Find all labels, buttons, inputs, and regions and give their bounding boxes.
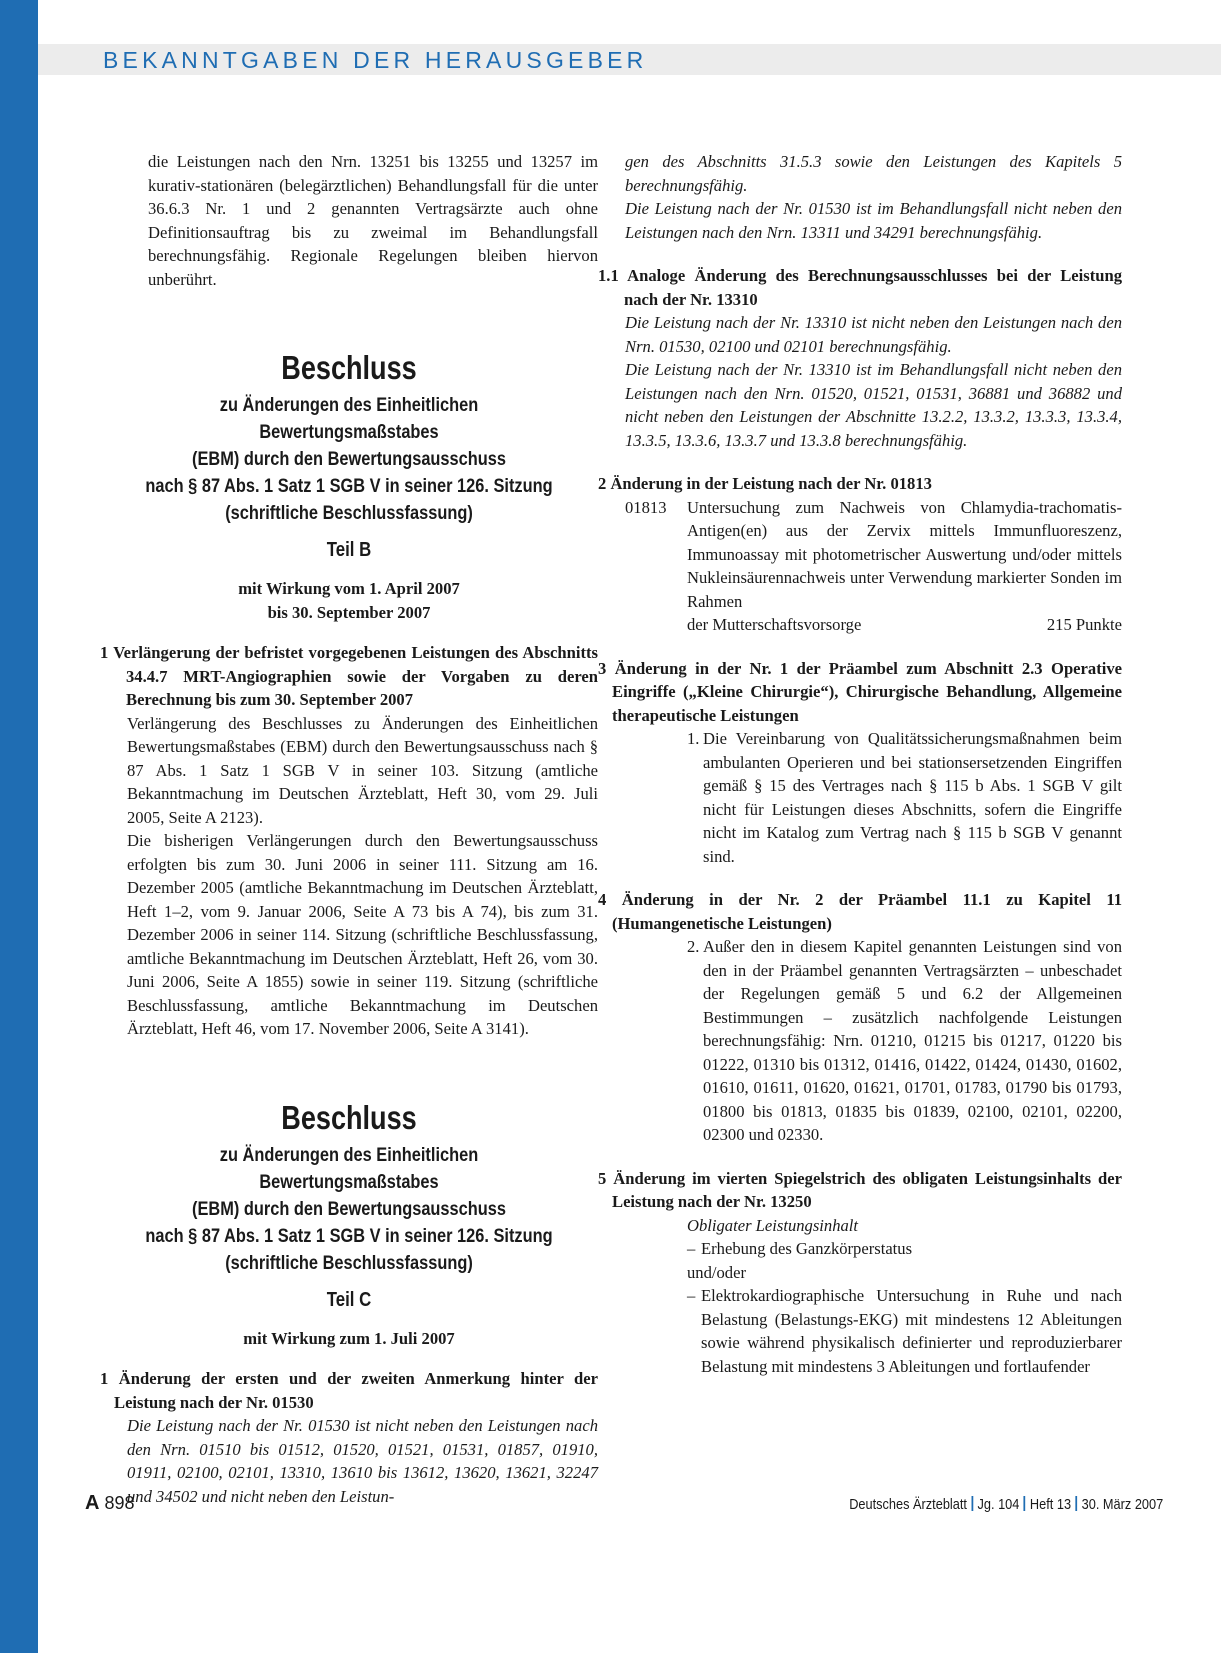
teil-label: Teil C <box>326 1288 372 1311</box>
list-item <box>625 727 1122 868</box>
journal-date: 30. März 2007 <box>1081 1497 1164 1513</box>
section-heading: 1 Änderung der ersten und der zweiten Anmerkung hinter der Leistung nach der Nr. 01530 <box>100 1369 598 1412</box>
beschluss-subtitle-line: (EBM) durch den Bewertungsausschuss <box>191 1197 507 1220</box>
beschluss-subtitle-line: nach § 87 Abs. 1 Satz 1 SGB V in seiner 126. Sitzung <box>145 1224 553 1247</box>
list-text: Die Vereinbarung von Qualitätssicherungsmaßnahmen beim ambulanten Operieren und bei stationsersetzenden Eingriffen gemäß § 15 des Vertrages nach § 115 b Abs. 1 SGB V gilt nicht für Leistungen dieses Abschnitts, sofern die Eingriffe nicht im Katalog zum Vertrag nach § 115 b SGB V genannt sind. <box>703 729 1122 866</box>
body-paragraph: Die Leistung nach der Nr. 13310 ist im Behandlungsfall nicht neben den Leistungen nach den Nrn. 01520, 01521, 01531, 36881 und 36882 und nicht neben den Leistungen der Abschnitte 13.2.2, 13.3.2, 13.3.3, 13.3.4, 13.3.5, 13.3.6, 13.3.7 und 13.3.8 berechnungsfähig. <box>625 360 1122 450</box>
page-prefix: A <box>85 1492 100 1514</box>
body-paragraph: Die bisherigen Verlängerungen durch den Bewertungsausschuss erfolgten bis zum 30. Juni 2006 in seiner 111. Sitzung am 16. Dezember 2005 (amtliche Bekanntmachung im Deutschen Ärzteblatt, Heft 1–2, vom 9. Januar 2006, Seite A 73 bis A 74), bis zum 31. Dezember 2006 in seiner 114. Sitzung (schriftliche Beschlussfassung, amtliche Bekanntmachung im Deutschen Ärzteblatt, Heft 26, vom 30. Juni 2006, Seite A 1855) sowie in seiner 119. Sitzung (schriftliche Beschlussfassung, amtliche Bekanntmachung im Deutschen Ärzteblatt, Heft 46, vom 17. November 2006, Seite A 3141). <box>127 831 598 1038</box>
journal-name: Deutsches Ärzteblatt <box>849 1497 967 1513</box>
beschluss-subtitle-line: (schriftliche Beschlussfassung) <box>225 1251 473 1274</box>
section-heading: 4 Änderung in der Nr. 2 der Präambel 11.1 zu Kapitel 11 (Humangenetische Leistungen) <box>598 890 1122 933</box>
effective-date: bis 30. September 2007 <box>267 602 431 622</box>
leistung-entry <box>625 496 1122 637</box>
dash-item <box>625 1237 1122 1261</box>
body-paragraph: Die Leistung nach der Nr. 01530 ist nicht neben den Leistungen nach den Nrn. 01510 bis 01512, 01520, 01521, 01531, 01857, 01910, 01911, 02100, 02101, 13310, 13610 bis 13612, 13620, 13621, 32247 und 34502 und nicht neben den Leistun- <box>127 1416 598 1506</box>
section-heading: 1.1 Analoge Änderung des Berechnungsausschlusses bei der Leistung nach der Nr. 13310 <box>598 266 1122 309</box>
list-number: 2. <box>687 937 700 956</box>
beschluss-subtitle-line: zu Änderungen des Einheitlichen Bewertungsmaßstabes <box>219 1143 479 1193</box>
list-item <box>625 935 1122 1147</box>
dash-item <box>625 1284 1122 1378</box>
obligater-leistungsinhalt-label: Obligater Leistungsinhalt <box>687 1215 859 1235</box>
dash-text: Erhebung des Ganzkörperstatus <box>701 1239 913 1258</box>
beschluss-title: Beschluss <box>281 349 417 386</box>
list-text: Außer den in diesem Kapitel genannten Leistungen sind von den in der Präambel genannten Vertragsärzten – unbeschadet der Regelungen gemäß 5 und 6.2 der Allgemeinen Bestimmungen – zusätzlich nachfolgende Leistungen berechnungsfähig: Nrn. 01210, 01215 bis 01217, 01220 bis 01222, 01310 bis 01312, 01416, 01422, 01424, 01430, 01602, 01610, 01611, 01620, 01621, 01701, 01783, 01790 bis 01793, 01800 bis 01813, 01835 bis 01839, 02100, 02101, 02200, 02300 und 02330. <box>703 937 1122 1144</box>
leistung-number: 01813 <box>625 497 667 517</box>
section-title: BEKANNTGABEN DER HERAUSGEBER <box>103 47 648 73</box>
beschluss-subtitle-line: nach § 87 Abs. 1 Satz 1 SGB V in seiner 126. Sitzung <box>145 475 553 497</box>
leistung-description-end: der Mutterschaftsvorsorge <box>687 615 862 634</box>
section-heading: 1 Verlängerung der befristet vorgegebenen Leistungen des Abschnitts 34.4.7 MRT-Angiographien sowie der Vorgaben zu deren Berechnung bis zum 30. September 2007 <box>100 643 598 709</box>
section-heading: 5 Änderung im vierten Spiegelstrich des obligaten Leistungsinhalts der Leistung nach der Nr. 13250 <box>598 1168 1122 1211</box>
separator <box>1075 1496 1077 1511</box>
intro-paragraph: die Leistungen nach den Nrn. 13251 bis 13255 und 13257 im kurativ-stationären (belegärztlichen) Behandlungsfall für die unter 36.6.3 Nr. 1 und 2 genannten Vertragsärzte auch ohne Definitionsauftrag bis zu zweimal im Behandlungsfall berechnungsfähig. Regionale Regelungen bleiben hiervon unberührt. <box>148 152 598 289</box>
effective-date: mit Wirkung vom 1. April 2007 <box>238 579 460 598</box>
effective-date: mit Wirkung zum 1. Juli 2007 <box>243 1328 455 1348</box>
left-column <box>100 150 598 1508</box>
beschluss-title: Beschluss <box>281 1098 417 1136</box>
body-paragraph: Die Leistung nach der Nr. 13310 ist nicht neben den Leistungen nach den Nrn. 01530, 02100 und 02101 berechnungsfähig. <box>625 313 1122 356</box>
beschluss-subtitle-line: (EBM) durch den Bewertungsausschuss <box>191 448 507 470</box>
dash-marker: – <box>687 1286 696 1305</box>
teil-label: Teil B <box>326 539 372 561</box>
leistung-description: Untersuchung zum Nachweis von Chlamydia-trachomatis-Antigen(en) aus der Zervix mittels Immunfluoreszenz, Immunoassay mit photometrischer Auswertung und/oder mittels Nukleinsäurennachweis unter Verwendung markierter Sonden im Rahmen <box>687 497 1122 611</box>
separator <box>1024 1496 1026 1511</box>
right-column <box>598 150 1122 1378</box>
section-heading: 3 Änderung in der Nr. 1 der Präambel zum Abschnitt 2.3 Operative Eingriffe („Kleine Chirurgie“), Chirurgische Behandlung, Allgemeine therapeutische Leistungen <box>598 658 1122 725</box>
conjunction: und/oder <box>687 1262 746 1282</box>
journal-issue: Heft 13 <box>1029 1497 1072 1513</box>
beschluss-subtitle-line: zu Änderungen des Einheitlichen Bewertungsmaßstabes <box>219 394 479 443</box>
body-paragraph: Die Leistung nach der Nr. 01530 ist im Behandlungsfall nicht neben den Leistungen nach den Nrn. 13311 und 34291 berechnungsfähig. <box>625 199 1122 242</box>
dash-text: Elektrokardiographische Untersuchung in Ruhe und nach Belastung (Belastungs-EKG) mit mindestens 12 Ableitungen sowie während physikalisch definierter und reproduzierbarer Belastung mit mindestens 3 Ableitungen und fortlaufender <box>701 1286 1122 1376</box>
body-paragraph: Verlängerung des Beschlusses zu Änderungen des Einheitlichen Bewertungsmaßstabes (EBM) durch den Bewertungsausschuss nach § 87 Abs. 1 Satz 1 SGB V in seiner 103. Sitzung (amtliche Bekanntmachung im Deutschen Ärzteblatt, Heft 30, vom 29. Juli 2005, Seite A 2123). <box>127 713 598 827</box>
section-heading: 2 Änderung in der Leistung nach der Nr. 01813 <box>598 474 932 493</box>
list-number: 1. <box>687 729 700 748</box>
page-number-value: 898 <box>104 1493 135 1513</box>
body-paragraph: gen des Abschnitts 31.5.3 sowie den Leistungen des Kapitels 5 berechnungsfähig. <box>625 152 1122 195</box>
sidebar-accent-bar <box>0 0 38 1653</box>
separator <box>971 1496 973 1511</box>
beschluss-subtitle-line: (schriftliche Beschlussfassung) <box>225 502 473 524</box>
dash-marker: – <box>687 1239 696 1258</box>
leistung-points: 215 Punkte <box>1046 615 1122 634</box>
journal-volume: Jg. 104 <box>977 1497 1020 1513</box>
page-number <box>85 1492 135 1515</box>
journal-info <box>849 1496 1164 1513</box>
